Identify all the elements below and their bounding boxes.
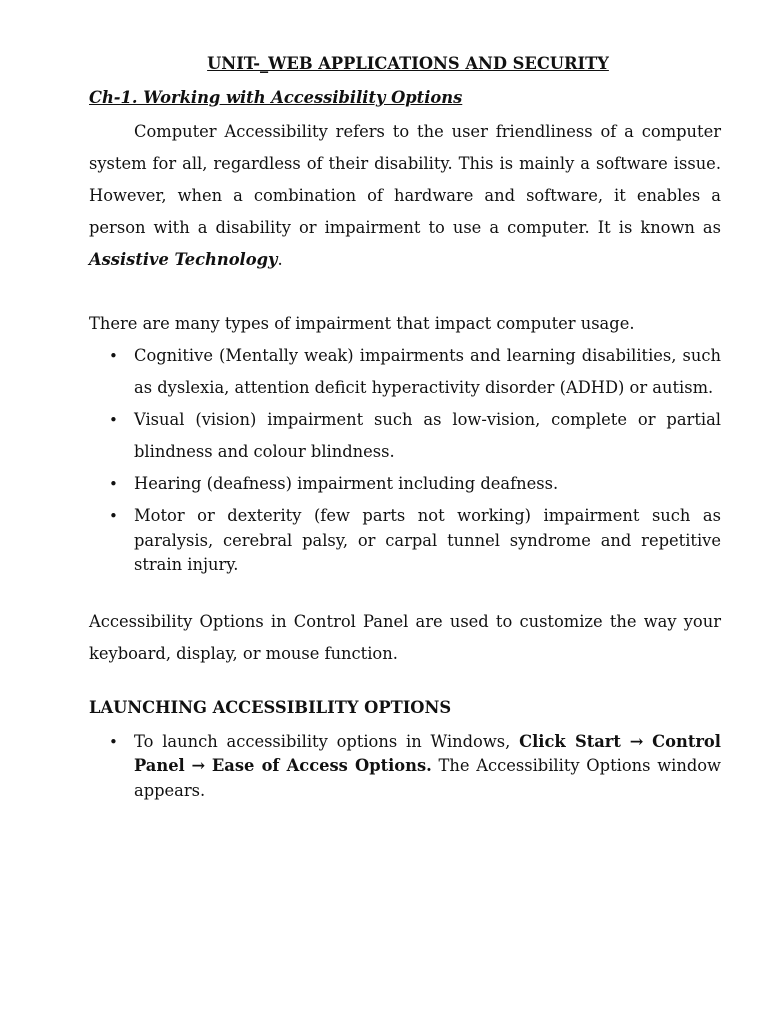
intro-period: . <box>277 250 283 269</box>
control-panel-paragraph: Accessibility Options in Control Panel are used to customize the way your keyboard, display, or mouse function. <box>89 611 721 663</box>
bullet-icon: • <box>109 507 118 525</box>
click-start-step: Click Start <box>519 731 621 751</box>
bullet-icon: • <box>109 732 118 751</box>
control-panel-step: Control Panel <box>134 731 721 775</box>
list-item <box>89 730 721 804</box>
launch-heading: LAUNCHING ACCESSIBILITY OPTIONS <box>89 697 452 717</box>
intro-paragraph <box>89 116 721 276</box>
list-item <box>89 468 721 500</box>
bullet-icon: • <box>109 475 118 493</box>
bullet-icon: • <box>109 411 118 429</box>
list-item <box>89 504 721 578</box>
bullet-icon: • <box>109 347 118 365</box>
chapter-heading: Ch-1. Working with Accessibility Options <box>89 88 463 107</box>
arrow-right-icon: → <box>191 756 206 775</box>
impairment-hearing: Hearing (deafness) impairment including deafness. <box>134 474 559 493</box>
ease-of-access-step: Ease of Access Options. <box>211 756 432 775</box>
assistive-technology-term: Assistive Technology <box>89 250 278 269</box>
impairment-cognitive: Cognitive (Mentally weak) impairments and learning disabilities, such as dyslexia, attention deficit hyperactivity disorder (ADHD) or autism. <box>134 346 721 397</box>
document-page <box>89 52 721 803</box>
intro-text: Computer Accessibility refers to the user friendliness of a computer system for all, regardless of their disability. This is mainly a software issue. However, when a combination of hardware and software, it enables a person with a disability or impairment to use a computer. It is known as <box>89 122 721 237</box>
list-item <box>89 404 721 468</box>
arrow-right-icon: → <box>629 731 644 751</box>
launch-text-after: The Accessibility Options window appears. <box>134 756 721 800</box>
unit-title: UNIT-_WEB APPLICATIONS AND SECURITY <box>207 54 609 73</box>
launch-list <box>89 730 721 804</box>
impairment-list <box>89 340 721 578</box>
launch-text: To launch accessibility options in Windows, <box>134 731 520 751</box>
impairments-intro: There are many types of impairment that impact computer usage. <box>89 314 635 333</box>
impairment-motor: Motor or dexterity (few parts not working) impairment such as paralysis, cerebral palsy, or carpal tunnel syndrome and repetitive strain injury. <box>134 506 721 574</box>
list-item <box>89 340 721 404</box>
impairment-visual: Visual (vision) impairment such as low-vision, complete or partial blindness and colour blindness. <box>134 410 721 461</box>
